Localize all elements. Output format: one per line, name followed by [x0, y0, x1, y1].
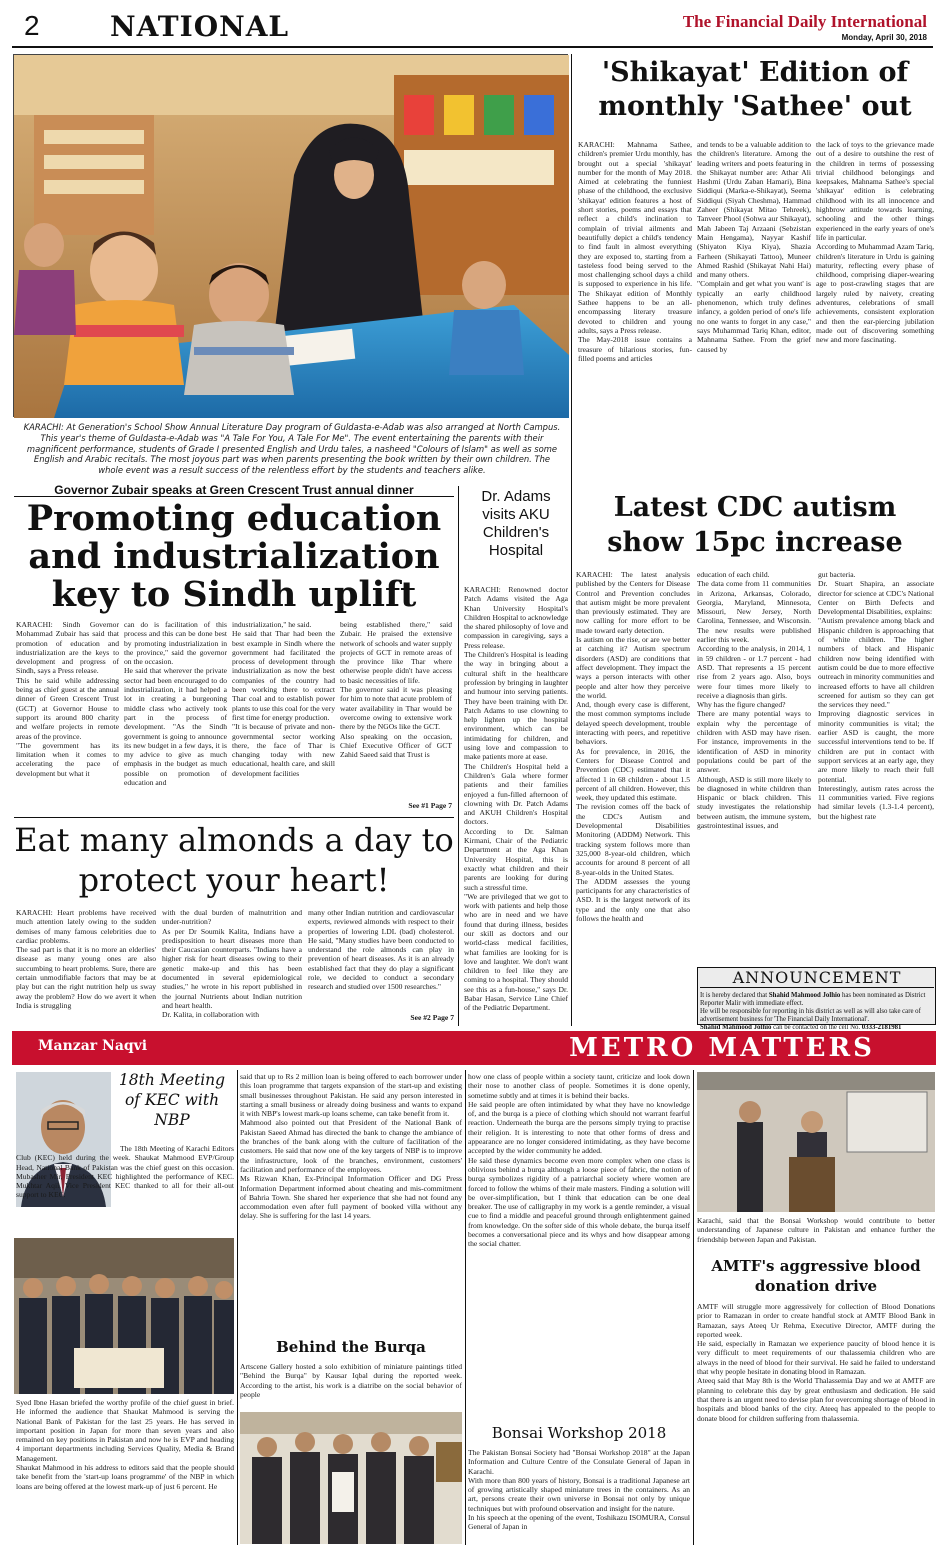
- adams-left-rule: [458, 486, 459, 1026]
- announcement-p1-post: has been nominated as District Reporter Malir with immediate effect.: [700, 992, 926, 1007]
- masthead-rule: [12, 46, 933, 48]
- section-title: NATIONAL: [110, 10, 290, 43]
- metro-col-rule-1: [237, 1070, 238, 1545]
- metro-col-rule-3: [693, 1070, 694, 1545]
- kec-intro: The 18th Meeting of Karachi Editors Club (KEC) held during the week. Shaukat Mahmood EVP/Group Head, National Bank of Pakistan was the chief guest on this occasion. Mubasher Mir, President KEC highlighted the performance of KEC. Mukhtar Aqil, Vice President KEC thanked to all for their all-out support to KEC.: [16, 1144, 234, 1200]
- metro-banner-title: METRO MATTERS: [569, 1033, 875, 1063]
- bonsai-body-continued: Karachi, said that the Bonsai Workshop would contribute to better understanding of Japanese culture in Pakistan and enhance further the friendship between Japan and Pakistan.: [697, 1216, 935, 1244]
- announcement-title: ANNOUNCEMENT: [700, 968, 934, 988]
- masthead: [0, 0, 945, 52]
- announcement-p1-name: Shahid Mahmood Jolhio: [768, 992, 841, 999]
- metro-col-rule-2: [465, 1070, 466, 1545]
- bonsai-photo: [697, 1072, 935, 1212]
- almonds-top-rule: [14, 817, 454, 818]
- burqa-body-continued: how one class of people within a society taunt, criticize and look down their nose to another class of people. Sometimes it is done openly, sometime subtly and at times it is behind their backs. He said people are often intimidated by what they have no knowledge of, and the burqa is a piece of clothing which should not warrant fearful reaction. Underneath the burqa are the persons simply trying to practise their religion. It is interesting to note that other forms of dress and appearance are no longer considered intimidating, as they have become accepted by the wider community he added. He said these dynamics become even more complex when one class is oblivious behind a burqa although a loose piece of fabric, the notion of burqa symbolizes rigidity of a patriarchal society where women are forced to follow the whims of their male masters. Finding a solution will be over-simplification, but I think that education can be one deal breaker. The use of calligraphy in my work is a gentle reminder, a visual cue to find a middle and peaceful ground through enlightenment gained from knowledge. On the softer side of this whole debate, the burqa itself becomes a conversational piece and its whys and how disappear among the social chatter.: [468, 1072, 690, 1249]
- shikayat-col-3: the lack of toys to the grievance made out of a desire to outshine the rest of the children in terms of possessing trivial childhood belongings and keepsakes, Mahnama Sathee's special 'shikayat' edition is celebrating childhood with its all innocence and highbrow attitude towards learning, schooling and the other things experienced in the early years of one's life in particular. According to Muhammad Azam Tariq, children's literature in Urdu is gaining maturity, reflecting every phase of childhood, comprising diaper-wearing age to post-crawling stages that are largely ruled by naivety, creating adventures, celebrations of small achievements, consistent exploration and then the ear-piercing jubilation made out of discovering something new and more fascinating.: [816, 140, 934, 345]
- cdc-headline: Latest CDC autism show 15pc increase: [607, 492, 903, 558]
- sindh-headline: Promoting education and industrialization key to Sindh uplift: [26, 498, 442, 615]
- kec-headline: 18th Meeting of KEC with NBP: [118, 1071, 226, 1129]
- top-right-col-rule: [571, 54, 572, 1026]
- almonds-col-1: KARACHI: Heart problems have received much attention lately owing to the sudden demises of many famous celebrities due to cardiac problems. The sad part is that it is no more an elderlies' disease as many young ones are also succumbing to heart problems. Sure, there are certain unmodifiable factors that may be at play but can the right nutrition help us sway away the problem? How do we avert it when India is struggling: [16, 908, 156, 1010]
- metro-byline: Manzar Naqvi: [38, 1038, 148, 1054]
- sindh-col-3: industrialization," he said. He said that Thar had been the best example in Sindh where the government had facilitated the process of development through industrialization as now the best companies of the country had been working there to extract Thar coal and to establish power plants to use this coal for the very first time for energy production. "It is because of private and non-governmental sector working there, the face of Thar is changing today with new educational, health care, and skill development facilities: [232, 620, 335, 778]
- adams-headline: Dr. Adams visits AKU Children's Hospital: [481, 488, 551, 559]
- bonsai-headline: Bonsai Workshop 2018: [491, 1424, 667, 1442]
- almonds-col-3: many other Indian nutrition and cardiovascular experts, reviewed almonds with respect to their properties of lowering LDL (bad) cholesterol. He said, "Many studies have been conducted to understand the role almonds can play in prevention of heart diseases. As it is an already established fact that they do play a significant role, we decided to conduct a secondary research and studied over 1500 researches.": [308, 908, 454, 992]
- cdc-col-2: education of each child. The data come from 11 communities in Arizona, Arkansas, Colorado, Georgia, Maryland, Minnesota, Missouri, New Jersey, North Carolina, Tennessee, and Wisconsin. The new results were published earlier this week. According to the analysis, in 2014, 1 in 59 children - or 1.7 percent - had ASD. That represents a 15 percent rise from 2 years ago. Also, boys were four times more likely to receive a diagnosis than girls. Why has the figure changed? There are many potential ways to explain why the percentage of children with ASD may have risen. For instance, improvements in the identification of ASD in minority populations could be part of the answer. Although, ASD is still more likely to be diagnosed in white children than Hispanic or black children. This study investigates the relationship between autism, the immune system, gastrointestinal issues, and: [697, 570, 811, 831]
- burqa-exhibition-illustration: [240, 1412, 462, 1544]
- shikayat-col-1: KARACHI: Mahnama Sathee, children's premier Urdu monthly, has brought out a special 'shikayat' number for the month of May 2018. Aimed at celebrating the funniest phase of the childhood, the exclusive 'shikayat' edition features a host of short stories, poems and essays that reflect a child's inclination to complain of trivial ailments and beautifully depict a child's tendency to find fault in almost everything they are exposed to, starting from a tasteless food being served to the most challenging school days a child is supposed to experience in his life. The Shikayat edition of Monthly Sathee happens to be an all-encompassing literary treasure devoted to children and young adults, says a Press release. The May-2018 issue contains a treasure of hilarious stories, fun-filled poems and articles: [578, 140, 692, 363]
- adams-body: KARACHI: Renowned doctor Patch Adams visited the Aga Khan University Hospital's Children Hospital to acknowledge the shared philosophy of love and compassion in caregiving, says a Press release. The Children's Hospital is leading the way in bringing about a cultural shift in the healthcare profession by bringing in laughter and humour into serving patients. They have been training with Dr. Patch Adams to use clowning to help lighten up the hospital environment, which can be intimidating for children, and using love and compassion to make patients more at ease. The Children's Hospital held a Children's Gala where former patients and their families enjoyed a fun-filled afternoon of clowning with Dr. Patch Adams and AKUH Children's Hospital doctors. According to Dr. Salman Kirmani, Chair of the Pediatric Department at the Aga Khan University Hospital, this is exactly what children and their parents are looking for during such a stressful time. "We are privileged that we got to work with patients and help those who are in need and we have found that during illness, besides our skill as doctors and our world-class medical facilities, what families are looking for is love and laughter. We don't want children to feel like they are coming to a hospital. They should see this as a fun-house," says Dr. Babar Hasan, Service Line Chief of the Pediatric Department.: [464, 585, 568, 1013]
- announcement-p3-name: Shahid Mahmood Jolhio: [700, 1024, 772, 1031]
- kec-group-photo: [14, 1238, 234, 1394]
- sindh-jump: See #1 Page 7: [408, 801, 452, 810]
- classroom-photo: [13, 54, 568, 417]
- announcement-p2: He will be responsible for reporting in his district as well as will also take care of advertisement business for 'The Financial Daily International'.: [700, 1008, 921, 1023]
- sindh-col-4: being established there," said Zubair. He praised the extensive network of schools and water supply projects of GCT in remote areas of the province like Thar where otherwise people didn't have access to basic necessities of life. The governor said it was pleasing for him to note that acute problem of water availability in Thar would be overcome owing to extensive work there by the NGOs like the GCT. Also speaking on the occasion, Chief Executive Officer of GCT Zahid Saeed said that Trust is: [340, 620, 452, 760]
- metro-banner: [12, 1031, 936, 1065]
- almonds-col-2: with the dual burden of malnutrition and under-nutrition? As per Dr Soumik Kalita, Indians have a predisposition to heart diseases more than their Caucasian counterparts. "Indians have a higher risk for heart diseases owing to their genetic make-up and this has been documented in several epidemiological studies," he wrote in his report published in the journal Nutrients about Indian nutrition and heart health. Dr. Kalita, in collaboration with: [162, 908, 302, 1020]
- page-number: 2: [24, 10, 40, 41]
- burqa-headline: Behind the Burqa: [276, 1338, 426, 1356]
- amtf-body: AMTF will struggle more aggressively for collection of Blood Donations prior to Ramazan in order to create handful stock at AMTF Blood Bank in Ramazan, says Ateeq Ur Rehma, Executive Director, AMTF during the reported week. He said, especially in Ramazan we experience paucity of blood hence it is very difficult to meet requirements of our thalassemia children who are always in the need of blood for their survival. He said he failed to understand that why people hesitate in donating blood in Ramazan. Ateeq said that May 8th is the World Thalassemia Day and we at AMTF are planning to celebrate this day by great enthusiasm and dedication. He said that there is an urgent need to devise plan for overcoming shortage of blood in hospitals and blood banks of the city. Ateeq has appealed to the people to donate blood for children suffering from thalassemia.: [697, 1302, 935, 1423]
- kec-group-illustration: [14, 1238, 234, 1394]
- announcement-phone: 0333-2181981: [861, 1024, 902, 1031]
- cdc-col-1: KARACHI: The latest analysis published by the Centers for Disease Control and Prevention concludes that autism might be more prevalent than previously estimated. They are now calling for more effort to be made toward early detection. Is autism on the rise, or are we better at catching it? Autism spectrum disorders (ASD) are conditions that affect development. They impact the ways a person interacts with other people and alter how they perceive the world. And, though every case is different, the most common symptoms include delayed speech development, trouble interacting with peers, and repetitive behaviors. As for prevalence, in 2016, the Centers for Disease Control and Prevention (CDC) estimated that it affected 1 in 68 children - about 1.5 percent of all children. However, this week, they updated this estimate. The revision comes off the back of the CDC's Autism and Developmental Disabilities Monitoring (ADDM) Network. This tracking system follows more than 325,000 8-year-old children, which accounts for around 8 percent of all 8-year-olds in the United States. The ADDM assesses the young participants for any characteristics of ASD. It is the largest network of its type and the only one that also follows the health and: [576, 570, 690, 923]
- nbp-body: said that up to Rs 2 million loan is being offered to each borrower under this loan programme that targets expansion of the start-up and existing small businesses throughout Pakistan. He said any person interested in starting a small business or already doing business and wants to expand it with NBP's lowest mark-up loans scheme, can take benefit from it. Mahmood also pointed out that President of the National Bank of Pakistan Saeed Ahmad has directed the bank to change the ambiance of the branches of the bank along with the culture of facilitation of the customers. He said that now one of the key targets of NBP is to improve the infrastructure, look of the branches, environment, customers' facilitation and performance of the employees. Ms Rizwan Khan, Ex-Principal Information Officer and DG Press Information Department informed about cheating and mis-commitment of Bahria Town. She shared her experience that she had not found any accommodation even after full payment of booked villa without any delay. She is suffering for the last 14 years.: [240, 1072, 462, 1221]
- amtf-headline: AMTF's aggressive blood donation drive: [711, 1257, 921, 1295]
- bonsai-photo-illustration: [697, 1072, 935, 1212]
- shikayat-col-2: and tends to be a valuable addition to the children's literature. Among the leading writers and poets featuring in the Shikayat number are: Athar Ali Hashmi (Urdu Zaban Hamari), Bina Siddiqui (Marka-e-Shikayat), Seema Siddiqui (Siyah Cheshma), Hammad Zaheer (Shikayat Mitao Tehreek), Tanveer Phool (Sohwa aur Shikayat), Mah Jabeen Taj Arzaani (Sebzistan Main Hengama), Nayyar Kashif (Shiyaton Kiya Kiya), Shazia Farheen (Shikayati Tattoo), Muneer Ahmed Rashid (Shikayat Nahi Hai) and many others. "Complain and get what you want' is typically an early childhood phenomenon, which truly defines infancy, a golden period of one's life no one wants to forget in any case," says Muhammad Tariq Khan, editor, Mahnama Sathee. From the grief caused by: [697, 140, 811, 354]
- issue-date: Monday, April 30, 2018: [841, 33, 927, 42]
- sindh-kicker: Governor Zubair speaks at Green Crescent Trust annual dinner: [14, 483, 454, 497]
- burqa-body: Artscene Gallery hosted a solo exhibition of miniature paintings titled "Behind the Burqa" by Kausar Iqbal during the reported week. According to the artist, his work is a diatribe on the social behavior of people: [240, 1362, 462, 1399]
- shikayat-headline: 'Shikayat' Edition of monthly 'Sathee' out: [598, 57, 912, 122]
- announcement-p1-pre: It is hereby declared that: [700, 992, 769, 999]
- kec-body: Syed Ibne Hasan briefed the worthy profile of the chief guest in brief. He informed the audience that Shaukat Mahmood is serving the National Bank of Pakistan for the last 25 years. He has served in important position in Japan for more than seven years and also remained on key positions in Pakistan and now he is EVP and heading 4 important departments including Services Quality, Media & Brand Management. Shaukat Mahmood in his address to editors said that the people should take benefit from the 'start-up loans programme' of the NBP in which loans are being offered at the lowest mark-up of just 6 percent. He: [16, 1398, 234, 1491]
- burqa-exhibition-photo: [240, 1412, 462, 1544]
- classroom-photo-illustration: [14, 55, 569, 418]
- almonds-jump: See #2 Page 7: [410, 1013, 454, 1022]
- sindh-col-1: KARACHI: Sindh Governor Mohammad Zubair has said that promotion of education and industrialization are the keys to development and progress of Sindh, says a Press release. This he said while addressing being as chief guest at the annual dinner of Green Crescent Trust (GCT) at Governor House to support its around 800 charity and welfare projects in remote areas of the province. "The government has its limitation when it comes to accelerating the pace of development but what it: [16, 620, 119, 778]
- cdc-col-3: gut bacteria. Dr. Stuart Shapira, an associate director for science at CDC's National Center on Birth Defects and Developmental Disabilities, explains: "Autism prevalence among black and Hispanic children is approaching that of white children. The higher numbers of black and Hispanic children now being identified with autism could be due to more effective outreach in minority communities and increased efforts to have all children screened for autism so they can get the services they need." Improving diagnostic services in minority communities is vital; the earlier ASD is caught, the more successful interventions tend to be. If children are put in contact with support services at an early age, they are more likely to reach their full potential. Interestingly, autism rates across the 11 communities varied. Five regions had similar levels (1.3-1.4 percent), but the highest rate: [818, 570, 934, 821]
- announcement-p3-mid: can be contacted on the cell No.: [771, 1024, 862, 1031]
- almonds-headline: Eat many almonds a day to protect your heart!: [14, 821, 454, 899]
- paper-name: The Financial Daily International: [682, 12, 927, 31]
- bonsai-body: The Pakistan Bonsai Society had "Bonsai Workshop 2018" at the Japan Information and Culture Centre of the Consulate General of Japan in Karachi. With more than 800 years of history, Bonsai is a traditional Japanese art of growing artistically shaped miniature trees in the containers. As an art, persons create their own universe in Bonsai not only by unique techniques but with profound observation and insight for the nature. In his speech at the opening of the event, Toshikazu ISOMURA, Consul General of Japan in: [468, 1448, 690, 1532]
- announcement-body: [700, 992, 932, 1031]
- sindh-col-2: can do is facilitation of this process and this can be done best by promoting industrialization in the province," said the governor on the occasion. He said that wherever the private sector had been encouraged to do industrialization, it had helped a lot in creating a burgeoning middle class who actively took part in the process of development. "As the Sindh government is going to announce its new budget in a few days, it is my advice to give as much emphasis in the budget as much possible on promotion of education and: [124, 620, 227, 788]
- photo-caption: KARACHI: At Generation's School Show Annual Literature Day program of Guldasta-e-Adab was also arranged at North Campus. This year's theme of Guldasta-e-Adab was "A Tale For You, A Tale For Me". The event entertaining the parents with their magnificent performance, students of Grade I presented English and Urdu tales, a nasheed "Colours of Islam" as well as some English and Arabic recitals. The most joyous part was when parents presenting the book written by their own children. The whole event was a result success of the relentless effort by the students and teachers alike.: [23, 422, 561, 476]
